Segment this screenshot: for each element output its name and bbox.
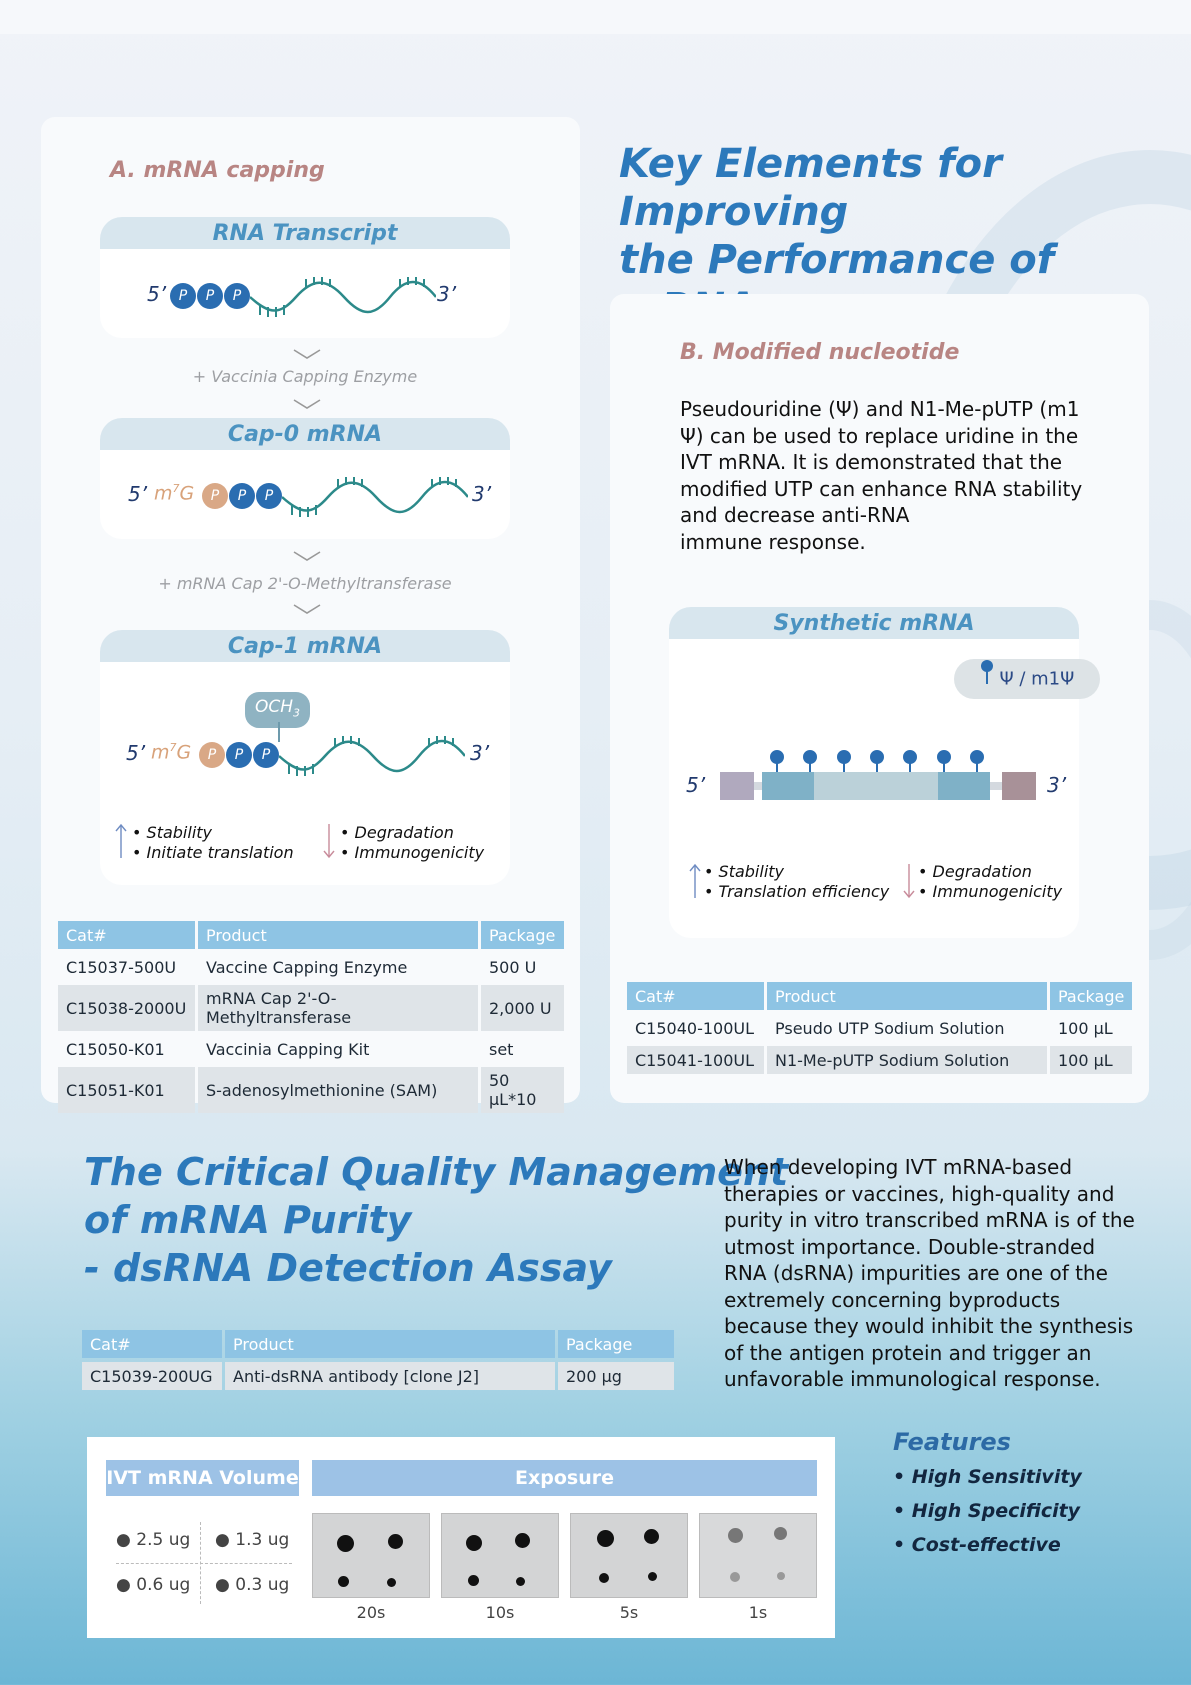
volume-label: ● 1.3 ug xyxy=(215,1530,290,1550)
synthetic-mrna-strand xyxy=(718,745,1038,801)
legend-text: Ψ / m1Ψ xyxy=(999,668,1075,690)
table-header-cat: Cat# xyxy=(627,982,764,1010)
table-capping-products xyxy=(55,917,567,1117)
table-cell: C15051-K01 xyxy=(58,1067,195,1113)
synthetic-down-effects xyxy=(918,862,1062,902)
table-cell: Vaccinia Capping Kit xyxy=(206,1039,370,1059)
blot-dot xyxy=(599,1573,609,1583)
m7g-label: $m^7G$ xyxy=(154,482,195,505)
ivt-volume-header: IVT mRNA Volume xyxy=(106,1460,299,1496)
paragraph-line: When developing IVT mRNA-based xyxy=(724,1155,1073,1179)
table-cell: Anti-dsRNA antibody [clone J2] xyxy=(225,1362,555,1390)
blot-20s xyxy=(312,1513,430,1598)
feature-item: • Cost-effective xyxy=(893,1534,1061,1556)
table-header-product: Product xyxy=(767,982,1047,1010)
chevron-down-icon xyxy=(292,603,322,615)
three-prime-label: 3’ xyxy=(437,282,457,306)
effect-item: • Degradation xyxy=(340,823,484,843)
phosphate-circle-tan: P xyxy=(202,483,228,509)
table-cell: mRNA Cap 2'-O-Methyltransferase xyxy=(198,985,478,1031)
five-prime-label: 5’ xyxy=(126,741,146,765)
feature-item: • High Sensitivity xyxy=(893,1466,1082,1488)
table-row xyxy=(58,985,564,1031)
synthetic-up-effects xyxy=(704,862,889,902)
paragraph-line: modified UTP can enhance RNA stability xyxy=(680,476,1083,501)
table-header-row xyxy=(58,921,564,949)
three-prime-label: 3’ xyxy=(472,482,492,506)
table-cell: 200 μg xyxy=(558,1362,674,1390)
blot-dot xyxy=(728,1528,743,1543)
table-header-row xyxy=(82,1330,674,1358)
legend-pill xyxy=(954,659,1100,699)
phosphate-circle: P xyxy=(224,283,250,309)
blot-5s xyxy=(570,1513,688,1598)
blot-dot xyxy=(338,1576,349,1587)
five-prime-label: 5’ xyxy=(128,482,148,506)
paragraph-line: utmost importance. Double-stranded xyxy=(724,1234,1096,1259)
table-cell: 50 μL*10 xyxy=(481,1067,564,1113)
dsrna-paragraph xyxy=(724,1154,1135,1393)
phosphate-circle: P xyxy=(256,483,282,509)
rna-wave-icon xyxy=(282,475,468,519)
paragraph-line: therapies or vaccines, high-quality and xyxy=(724,1181,1115,1206)
dsrna-title-line: of mRNA Purity xyxy=(84,1198,412,1242)
blot-10s xyxy=(441,1513,559,1598)
cap1-up-effects xyxy=(132,823,294,863)
effect-item: • Immunogenicity xyxy=(340,843,484,863)
volume-label: ● 2.5 ug xyxy=(116,1530,191,1550)
features-title: Features xyxy=(893,1428,1011,1456)
paragraph-line: Pseudouridine (Ψ) and N1-Me-pUTP (m1 xyxy=(680,397,1080,421)
page-title-line: the Performance of xyxy=(619,237,1055,283)
blot-dot xyxy=(387,1578,396,1587)
three-prime-label: 3’ xyxy=(1047,773,1067,797)
table-header-product: Product xyxy=(198,921,478,949)
phosphate-circle: P xyxy=(226,742,252,768)
table-cell: Pseudo UTP Sodium Solution xyxy=(775,1018,1005,1038)
paragraph-line: of the antigen protein and trigger an xyxy=(724,1340,1092,1365)
volume-label: ● 0.3 ug xyxy=(215,1575,290,1595)
blot-dot xyxy=(388,1534,403,1549)
table-cell: 100 μL xyxy=(1058,1018,1113,1038)
paragraph-line: immune response. xyxy=(680,529,866,554)
dsrna-title-line: The Critical Quality Management xyxy=(84,1150,789,1194)
rna-wave-icon xyxy=(279,734,465,778)
blot-dot xyxy=(644,1529,659,1544)
table-cell: C15040-100UL xyxy=(635,1018,755,1038)
table-cell: 500 U xyxy=(489,957,537,977)
table-cell: S-adenosylmethionine (SAM) xyxy=(198,1067,478,1113)
paragraph-line: unfavorable immunological response. xyxy=(724,1367,1101,1391)
blot-dot xyxy=(648,1572,657,1581)
table-cell: C15050-K01 xyxy=(66,1039,165,1059)
feature-item: • High Specificity xyxy=(893,1500,1080,1522)
blot-dot xyxy=(597,1530,614,1547)
rna-wave-icon xyxy=(250,275,436,319)
arrow-up-icon xyxy=(688,862,702,900)
arrow-down-icon xyxy=(322,822,336,860)
table-header-package: Package xyxy=(558,1330,674,1358)
effect-item: • Degradation xyxy=(918,862,1062,882)
enzyme-label-2: + mRNA Cap 2'-O-Methyltransferase xyxy=(158,574,452,593)
exposure-label: 1s xyxy=(748,1603,768,1622)
rna-transcript-heading: RNA Transcript xyxy=(100,217,510,249)
phosphate-circle: P xyxy=(197,283,223,309)
section-b-paragraph xyxy=(680,396,1082,555)
table-nucleotide-products xyxy=(624,978,1135,1078)
cap1-heading: Cap-1 mRNA xyxy=(100,630,510,662)
table-row xyxy=(627,1046,1132,1074)
blot-dot xyxy=(466,1535,482,1551)
table-row xyxy=(58,953,564,981)
table-header-row xyxy=(627,982,1132,1010)
blot-dot xyxy=(730,1572,740,1582)
effect-item: • Immunogenicity xyxy=(918,882,1062,902)
table-row xyxy=(58,1067,564,1113)
paragraph-line: IVT mRNA. It is demonstrated that the xyxy=(680,450,1063,474)
table-cell: C15041-100UL xyxy=(627,1046,764,1074)
volume-divider-h xyxy=(116,1563,292,1564)
cap1-down-effects xyxy=(340,823,484,863)
phosphate-circle: P xyxy=(229,483,255,509)
five-prime-label: 5’ xyxy=(686,773,706,797)
table-header-cat: Cat# xyxy=(82,1330,222,1358)
paragraph-line: extremely concerning byproducts xyxy=(724,1287,1061,1312)
pin-icon xyxy=(980,659,994,700)
volume-label: ● 0.6 ug xyxy=(116,1575,191,1595)
effect-item: • Initiate translation xyxy=(132,843,294,863)
table-header-product: Product xyxy=(225,1330,555,1358)
chevron-down-icon xyxy=(292,398,322,410)
volume-divider-v xyxy=(200,1522,201,1604)
five-prime-label: 5’ xyxy=(147,282,167,306)
table-header-package: Package xyxy=(481,921,564,949)
blot-dot xyxy=(774,1527,787,1540)
exposure-label: 20s xyxy=(356,1603,386,1622)
page-title-line: Key Elements for Improving xyxy=(619,141,1002,235)
exposure-header: Exposure xyxy=(312,1460,817,1496)
cap0-heading: Cap-0 mRNA xyxy=(100,418,510,450)
enzyme-label-1: + Vaccinia Capping Enzyme xyxy=(192,367,418,386)
table-cell: N1-Me-pUTP Sodium Solution xyxy=(767,1046,1047,1074)
table-cell: C15037-500U xyxy=(66,957,177,977)
table-header-cat: Cat# xyxy=(58,921,195,949)
table-row xyxy=(58,1035,564,1063)
top-band xyxy=(0,0,1191,34)
effect-item: • Stability xyxy=(132,823,294,843)
arrow-up-icon xyxy=(114,822,128,860)
three-prime-label: 3’ xyxy=(470,741,490,765)
table-row xyxy=(82,1362,674,1390)
dsrna-section-title xyxy=(84,1148,788,1292)
blot-dot xyxy=(337,1535,354,1552)
effect-item: • Translation efficiency xyxy=(704,882,889,902)
paragraph-line: Ψ) can be used to replace uridine in the xyxy=(680,423,1079,448)
paragraph-line: RNA (dsRNA) impurities are one of the xyxy=(724,1261,1108,1285)
och3-tag: $OCH_3$ xyxy=(245,692,310,728)
table-cell: set xyxy=(489,1039,514,1059)
table-cell: C15039-200UG xyxy=(82,1362,222,1390)
section-a-title: A. mRNA capping xyxy=(110,158,325,183)
dsrna-title-line: - dsRNA Detection Assay xyxy=(84,1246,612,1290)
phosphate-circle-tan: P xyxy=(199,742,225,768)
table-row xyxy=(627,1014,1132,1042)
blot-dot xyxy=(777,1572,785,1580)
blot-dot xyxy=(516,1577,525,1586)
table-dsrna-products xyxy=(79,1326,677,1394)
section-b-title: B. Modified nucleotide xyxy=(680,340,960,365)
table-cell: 100 μL xyxy=(1050,1046,1132,1074)
arrow-down-icon xyxy=(902,862,916,900)
effect-item: • Stability xyxy=(704,862,889,882)
table-cell: 2,000 U xyxy=(481,985,564,1031)
synthetic-mrna-heading: Synthetic mRNA xyxy=(669,607,1079,639)
paragraph-line: purity in vitro transcribed mRNA is of the xyxy=(724,1208,1135,1232)
blot-1s xyxy=(699,1513,817,1598)
table-cell: C15038-2000U xyxy=(58,985,195,1031)
m7g-label: $m^7G$ xyxy=(151,741,192,764)
phosphate-circle: P xyxy=(253,742,279,768)
blot-dot xyxy=(468,1575,479,1586)
paragraph-line: because they would inhibit the synthesis xyxy=(724,1314,1134,1338)
chevron-down-icon xyxy=(292,550,322,562)
exposure-label: 10s xyxy=(485,1603,515,1622)
exposure-label: 5s xyxy=(619,1603,639,1622)
blot-dot xyxy=(515,1533,530,1548)
phosphate-circle: P xyxy=(170,283,196,309)
table-header-package: Package xyxy=(1050,982,1132,1010)
table-cell: Vaccine Capping Enzyme xyxy=(206,957,408,977)
paragraph-line: and decrease anti-RNA xyxy=(680,503,910,527)
chevron-down-icon xyxy=(292,348,322,360)
